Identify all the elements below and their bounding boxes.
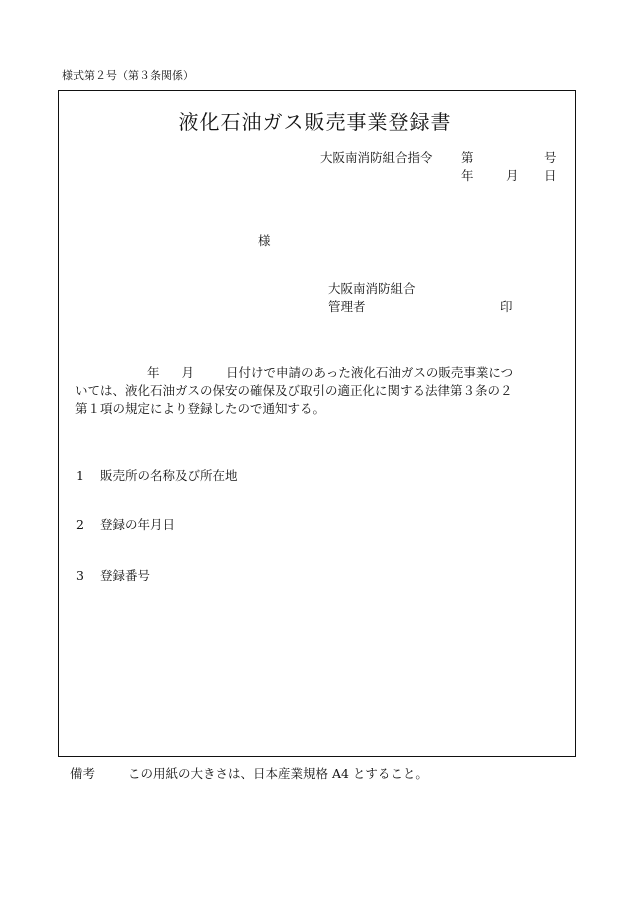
body-month: 月 (181, 365, 195, 380)
footnote-text: この用紙の大きさは、日本産業規格 A4 とすること。 (128, 766, 428, 781)
item-label: 販売所の名称及び所在地 (100, 468, 238, 483)
list-item (76, 515, 175, 533)
item-number: 1 (76, 468, 84, 483)
document-frame (58, 90, 576, 757)
item-number: 3 (76, 568, 84, 583)
sender-organization: 大阪南消防組合 (328, 281, 416, 296)
item-label: 登録番号 (100, 568, 151, 583)
addressee-suffix: 様 (258, 233, 271, 248)
body-text (75, 364, 565, 418)
list-item (76, 466, 238, 484)
date-year: 年 (461, 168, 474, 183)
item-label: 登録の年月日 (100, 517, 176, 532)
sender-role: 管理者 (328, 299, 366, 314)
seal-mark: 印 (500, 299, 513, 314)
form-number: 様式第２号（第３条関係） (62, 69, 194, 82)
document-title: 液化石油ガス販売事業登録書 (178, 110, 452, 134)
number-prefix: 第 (461, 150, 474, 165)
item-number: 2 (76, 517, 84, 532)
footnote-label: 備考 (70, 766, 96, 781)
list-item (76, 566, 150, 584)
body-line-1 (75, 364, 565, 382)
date-day: 日 (544, 168, 557, 183)
issuer-label: 大阪南消防組合指令 (320, 150, 433, 165)
body-year: 年 (147, 365, 160, 380)
body-line-1-rest: 日付けで申請のあった液化石油ガスの販売事業につ (226, 365, 514, 380)
body-line-3: 第１項の規定により登録したので通知する。 (75, 401, 326, 416)
body-line-2: いては、液化石油ガスの保安の確保及び取引の適正化に関する法律第３条の２ (75, 383, 513, 398)
footnote (70, 764, 428, 782)
number-suffix: 号 (544, 150, 557, 165)
date-month: 月 (506, 168, 519, 183)
